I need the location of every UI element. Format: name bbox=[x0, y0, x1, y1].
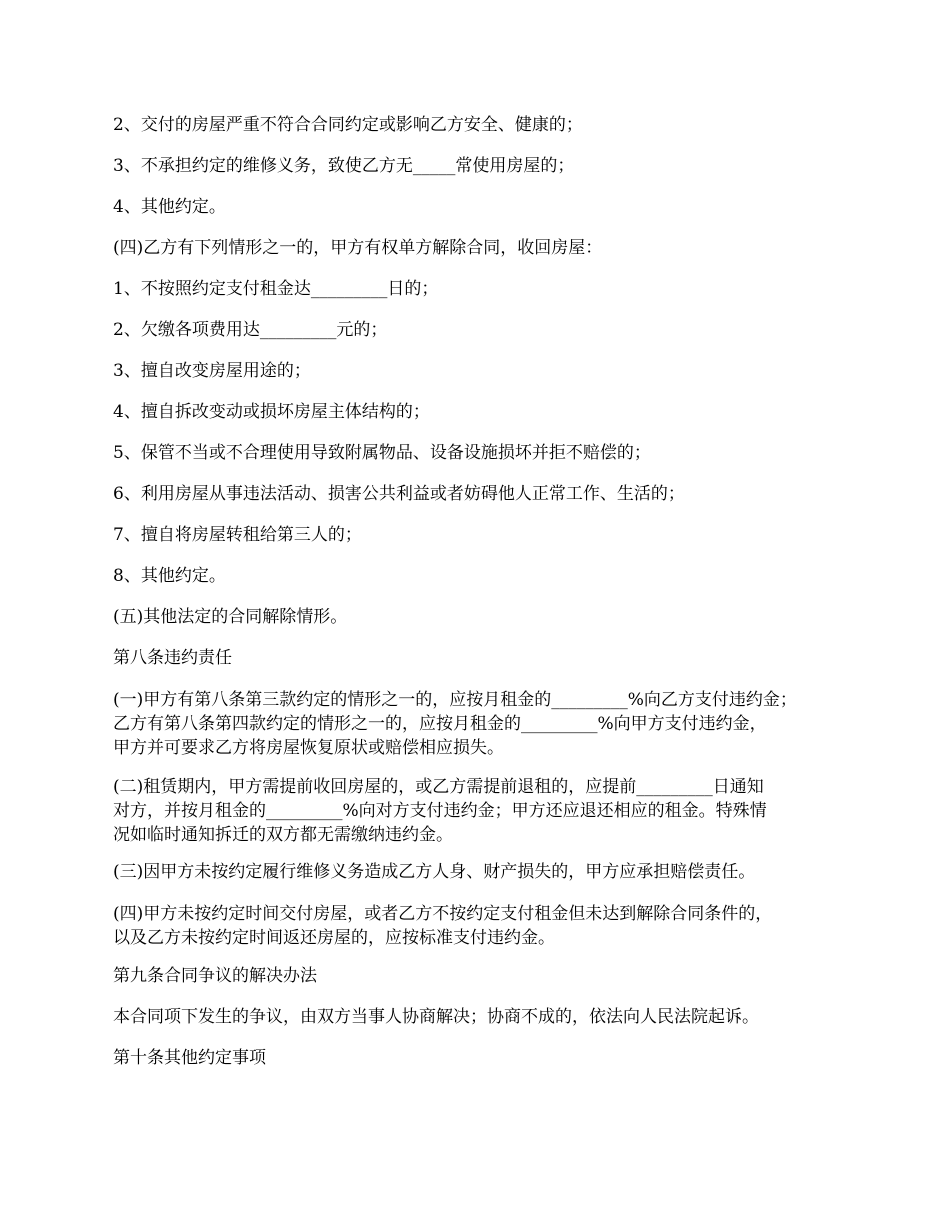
paragraph-item-2 bbox=[113, 318, 843, 342]
paragraph-item-7 bbox=[113, 523, 843, 547]
paragraph-item-4 bbox=[113, 400, 843, 424]
paragraph-liability-3 bbox=[113, 860, 843, 884]
text-line: 7、擅自将房屋转租给第三人的； bbox=[113, 525, 362, 545]
paragraph-liability-1 bbox=[113, 688, 843, 760]
paragraph-liability-4 bbox=[113, 902, 843, 950]
text-line: 4、其他约定。 bbox=[113, 197, 226, 217]
text-line: (四)甲方未按约定时间交付房屋，或者乙方不按约定支付租金但未达到解除合同条件的， bbox=[113, 904, 773, 924]
text-line: 5、保管不当或不合理使用导致附属物品、设备设施损坏并拒不赔偿的； bbox=[113, 443, 651, 463]
paragraph-item-8 bbox=[113, 564, 843, 588]
text-line: 3、不承担约定的维修义务，致使乙方无_____常使用房屋的； bbox=[113, 156, 575, 176]
paragraph-section-5 bbox=[113, 605, 843, 629]
text-line: 3、擅自改变房屋用途的； bbox=[113, 361, 311, 381]
paragraph-section-4-heading bbox=[113, 236, 843, 260]
article-8-heading bbox=[113, 646, 843, 670]
text-line: (五)其他法定的合同解除情形。 bbox=[113, 607, 348, 627]
paragraph-dispute-resolution bbox=[113, 1005, 843, 1029]
text-line: 8、其他约定。 bbox=[113, 566, 226, 586]
paragraph-item-5 bbox=[113, 441, 843, 465]
paragraph-clause-2 bbox=[113, 113, 843, 137]
text-line: 4、擅自拆改变动或损坏房屋主体结构的； bbox=[113, 402, 430, 422]
text-line: (二)租赁期内，甲方需提前收回房屋的，或乙方需提前退租的，应提前_________日通知 bbox=[113, 777, 764, 797]
paragraph-item-1 bbox=[113, 277, 843, 301]
text-line: 第十条其他约定事项 bbox=[113, 1048, 266, 1068]
text-line: 乙方有第八条第四款约定的情形之一的，应按月租金的_________%向甲方支付违约金， bbox=[113, 714, 767, 734]
text-line: 以及乙方未按约定时间返还房屋的，应按标准支付违约金。 bbox=[113, 928, 555, 948]
text-line: 2、欠缴各项费用达_________元的； bbox=[113, 320, 388, 340]
paragraph-clause-3 bbox=[113, 154, 843, 178]
text-line: (四)乙方有下列情形之一的，甲方有权单方解除合同，收回房屋： bbox=[113, 238, 603, 258]
text-line: 6、利用房屋从事违法活动、损害公共利益或者妨碍他人正常工作、生活的； bbox=[113, 484, 685, 504]
text-line: 本合同项下发生的争议，由双方当事人协商解决；协商不成的，依法向人民法院起诉。 bbox=[113, 1007, 759, 1027]
paragraph-item-3 bbox=[113, 359, 843, 383]
text-line: 甲方并可要求乙方将房屋恢复原状或赔偿相应损失。 bbox=[113, 738, 504, 758]
text-line: 况如临时通知拆迁的双方都无需缴纳违约金。 bbox=[113, 825, 453, 845]
text-line: 第九条合同争议的解决办法 bbox=[113, 966, 317, 986]
text-line: 第八条违约责任 bbox=[113, 648, 232, 668]
paragraph-item-6 bbox=[113, 482, 843, 506]
paragraph-liability-2 bbox=[113, 775, 843, 847]
article-10-heading bbox=[113, 1046, 843, 1070]
text-line: (三)因甲方未按约定履行维修义务造成乙方人身、财产损失的，甲方应承担赔偿责任。 bbox=[113, 862, 756, 882]
text-line: (一)甲方有第八条第三款约定的情形之一的，应按月租金的_________%向乙方支付违约金； bbox=[113, 690, 797, 710]
text-line: 2、交付的房屋严重不符合合同约定或影响乙方安全、健康的； bbox=[113, 115, 583, 135]
article-9-heading bbox=[113, 964, 843, 988]
text-line: 1、不按照约定支付租金达_________日的； bbox=[113, 279, 439, 299]
text-line: 对方，并按月租金的_________%向对方支付违约金；甲方还应退还相应的租金。特殊情 bbox=[113, 801, 767, 821]
paragraph-clause-4 bbox=[113, 195, 843, 219]
